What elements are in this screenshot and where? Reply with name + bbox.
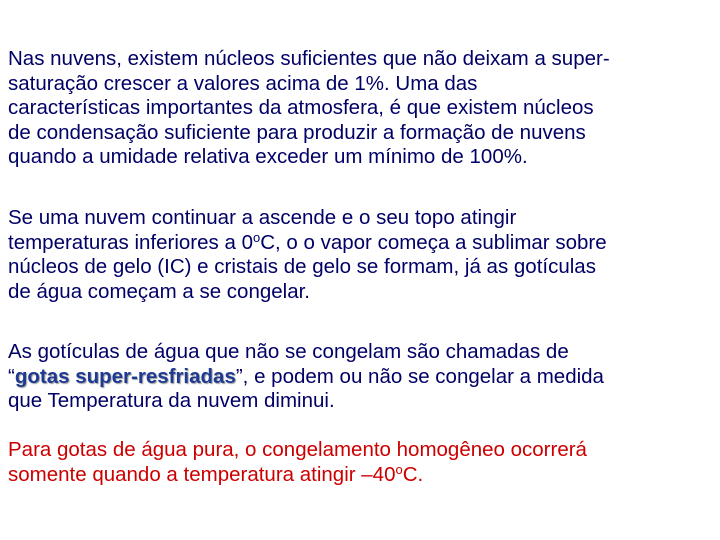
degree-symbol: o <box>395 461 403 477</box>
emphasized-term: gotas super-resfriadas <box>14 364 236 388</box>
p4-line-2 <box>8 463 423 486</box>
open-quote: “ <box>8 364 15 388</box>
p1-line-4: de condensação suficiente para produzir a formação de nuvens <box>8 120 586 144</box>
p3-line-3: que Temperatura da nuvem diminui. <box>8 389 335 412</box>
p4-line-2-end: C. <box>402 462 424 486</box>
p2-line-1: Se uma nuvem continuar a ascende e o seu topo atingir <box>8 206 517 229</box>
degree-symbol: o <box>252 229 261 245</box>
paragraph-congelamento-homogeneo <box>8 438 720 487</box>
p4-line-2-start: somente quando a temperatura atingir –40 <box>8 462 396 486</box>
p3-line-2 <box>8 365 604 388</box>
p1-line-2: saturação crescer a valores acima de 1%. Uma das <box>8 71 478 95</box>
p1-line-1: Nas nuvens, existem núcleos suficientes que não deixam a super- <box>8 47 610 70</box>
paragraph-super-resfriadas <box>8 340 720 414</box>
paragraph-sublimacao <box>8 206 720 304</box>
p3-line-1: As gotículas de água que não se congelam são chamadas de <box>8 340 569 363</box>
p1-line-3: características importantes da atmosfera, é que existem núcleos <box>8 96 594 119</box>
p3-line-2-end: ”, e podem ou não se congelar a medida <box>235 364 604 388</box>
p2-line-2 <box>8 231 607 254</box>
p2-line-4: de água começam a se congelar. <box>8 279 310 303</box>
p1-line-5: quando a umidade relativa exceder um mínimo de 100%. <box>8 145 528 168</box>
p2-line-2-start: temperaturas inferiores a 0 <box>8 230 253 254</box>
p2-line-3: núcleos de gelo (IC) e cristais de gelo se formam, já as gotículas <box>8 255 596 278</box>
p4-line-1: Para gotas de água pura, o congelamento homogêneo ocorrerá <box>8 438 587 461</box>
paragraph-nucleos <box>8 47 720 170</box>
p2-line-2-end: C, o o vapor começa a sublimar sobre <box>260 230 607 254</box>
